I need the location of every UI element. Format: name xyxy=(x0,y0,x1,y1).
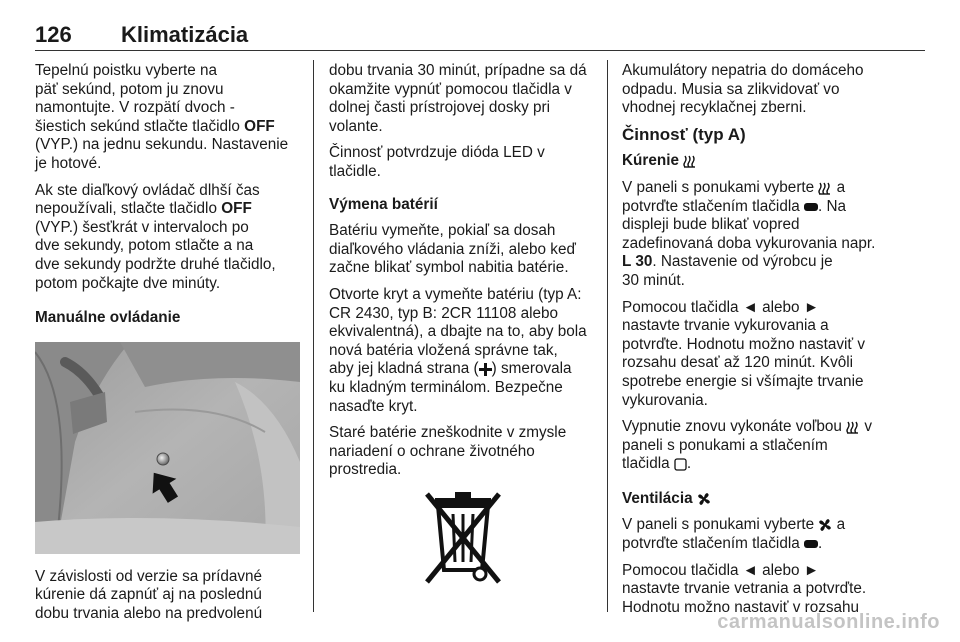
paragraph-disposal: Staré batérie zneškodnite v zmysle nariadení o ochrane životného prostredia. xyxy=(329,424,567,479)
paragraph-heating-duration: Pomocou tlačidla ◄ alebo ► nastavte trvanie vykurovania a potvrďte. Hodnotu možno nastaviť v rozsahu desať až 120 minút. Kvôli spotrebe energie si všímajte trvanie vykurovania. xyxy=(622,298,866,409)
column-2 xyxy=(329,62,597,593)
paragraph-version: V závislosti od verzie sa prídavné kúrenie dá zapnúť aj na poslednú dobu trvania alebo na predvolenú xyxy=(35,567,263,622)
heading-battery-replacement: Výmena batérií xyxy=(329,195,438,213)
fan-icon xyxy=(697,492,711,506)
paragraph-led: Činnosť potvrdzuje dióda LED v tlačidle. xyxy=(329,144,545,180)
paragraph-duration: dobu trvania 30 minút, prípadne sa dá okamžite vypnúť pomocou tlačidla v dolnej časti prístrojovej dosky pri volante. xyxy=(329,62,587,135)
paragraph-heating-select: V paneli s ponukami vyberte a potvrďte stlačením tlačidla . Na displeji bude blikať vopred zadefinovaná doba vykurovania napr. L 30. Nastavenie od výrobcu je 30 minút. xyxy=(622,178,876,289)
paragraph-battery-type: Otvorte kryt a vymeňte batériu (typ A: CR 2430, typ B: 2CR 11108 alebo ekvivalentná), a dbajte na to, aby bola nová batéria vložená správne tak, aby jej kladná strana ( ) smerovala ku kladným terminálom. Bezpečne nasaďte kryt. xyxy=(329,285,587,415)
right-arrow-icon: ► xyxy=(803,298,819,316)
page-header xyxy=(35,20,925,50)
right-arrow-icon: ► xyxy=(803,561,819,579)
paragraph-battery-range: Batériu vymeňte, pokiaľ sa dosah diaľkového vládania zníži, alebo keď začne blikať symbol nabitia batérie. xyxy=(329,222,576,277)
paragraph-fuse: Tepelnú poistku vyberte na päť sekúnd, potom ju znovu namontujte. V rozpätí dvoch - šiestich sekúnd stlačte tlačidlo OFF (VYP.) na jednu sekundu. Nastavenie je hotové. xyxy=(35,62,289,172)
paragraph-ventilation-duration: Pomocou tlačidla ◄ alebo ► nastavte trvanie vetrania a potvrďte. Hodnotu možno nastaviť v rozsahu xyxy=(622,561,867,616)
heading-heating: Kúrenie xyxy=(622,152,892,171)
left-arrow-icon: ◄ xyxy=(742,298,758,316)
paragraph-heating-off: Vypnutie znovu vykonáte voľbou v paneli s ponukami a stlačením tlačidla . xyxy=(622,418,873,473)
paragraph-remote-unused: Ak ste diaľkový ovládač dlhší čas nepoužívali, stlačte tlačidlo OFF (VYP.) šesťkrát v intervaloch po dve sekundy, potom stlačte a na dve sekundy podržte druhé tlačidlo, potom počkajte dve minúty. xyxy=(35,181,276,292)
heading-ventilation: Ventilácia xyxy=(622,490,892,509)
dashboard-button-photo xyxy=(35,342,300,554)
heading-manual-control: Manuálne ovládanie xyxy=(35,309,181,327)
heating-icon xyxy=(846,420,860,434)
off-button-icon xyxy=(674,458,687,471)
watermark: carmanualsonline.info xyxy=(717,611,940,633)
heating-icon xyxy=(683,154,697,168)
fan-icon xyxy=(818,518,832,532)
page-number: 126 xyxy=(35,22,72,47)
left-arrow-icon: ◄ xyxy=(742,561,758,579)
column-divider-1 xyxy=(313,60,314,612)
dashboard-illustration xyxy=(35,342,300,554)
plus-icon xyxy=(479,363,492,376)
crossed-bin-icon xyxy=(329,490,597,594)
heading-activity-type-a: Činnosť (typ A) xyxy=(622,124,746,144)
confirm-button-icon xyxy=(804,539,818,549)
column-divider-2 xyxy=(607,60,608,612)
paragraph-accumulators: Akumulátory nepatria do domáceho odpadu. Musia sa zlikvidovať vo vhodnej recyklačnej zberni. xyxy=(622,62,864,117)
column-3 xyxy=(622,62,892,625)
heating-icon xyxy=(818,181,832,195)
page-title: Klimatizácia xyxy=(121,22,249,47)
header-rule xyxy=(35,50,925,51)
paragraph-ventilation-select: V paneli s ponukami vyberte a potvrďte stlačením tlačidla . xyxy=(622,516,846,553)
column-1 xyxy=(35,62,300,632)
weee-symbol xyxy=(421,490,505,588)
confirm-button-icon xyxy=(804,202,818,212)
